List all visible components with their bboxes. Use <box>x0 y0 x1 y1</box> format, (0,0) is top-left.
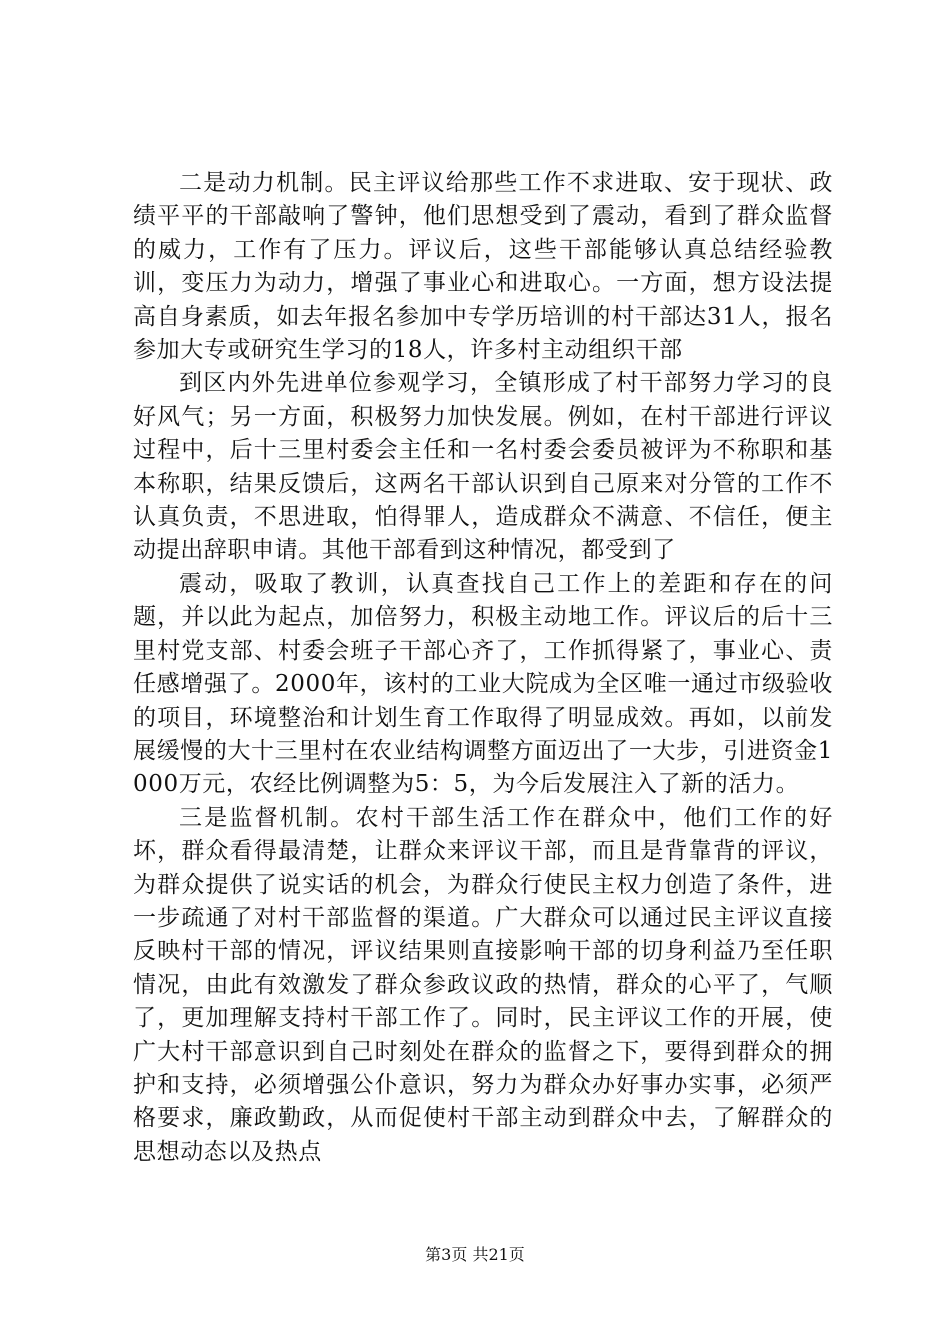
paragraph-study-and-development: 到区内外先进单位参观学习，全镇形成了村干部努力学习的良好风气；另一方面，积极努力加快发展。例如，在村干部进行评议过程中，后十三里村委会主任和一名村委会委员被评为不称职和基本称职，结果反馈后，这两名干部认识到自己原来对分管的工作不认真负责，不思进取，怕得罪人，造成群众不满意、不信任，便主动提出辞职申请。其他干部看到这种情况，都受到了 <box>133 370 833 564</box>
paragraph-supervision-mechanism: 三是监督机制。农村干部生活工作在群众中，他们工作的好坏，群众看得最清楚，让群众来评议干部，而且是背靠背的评议，为群众提供了说实话的机会，为群众行使民主权力创造了条件，进一步疏通了对村干部监督的渠道。广大群众可以通过民主评议直接反映村干部的情况，评议结果则直接影响干部的切身利益乃至任职情况，由此有效激发了群众参政议政的热情，群众的心平了，气顺了，更加理解支持村干部工作了。同时，民主评议工作的开展，使广大村干部意识到自己时刻处在群众的监督之下，要得到群众的拥护和支持，必须增强公仆意识，努力为群众办好事办实事，必须严格要求，廉政勤政，从而促使村干部主动到群众中去，了解群众的思想动态以及热点 <box>133 804 833 1165</box>
paragraph-dynamic-mechanism: 二是动力机制。民主评议给那些工作不求进取、安于现状、政绩平平的干部敲响了警钟，他们思想受到了震动，看到了群众监督的威力，工作有了压力。评议后，这些干部能够认真总结经验教训，变压力为动力，增强了事业心和进取心。一方面，想方设法提高自身素质，如去年报名参加中专学历培训的村干部达31人，报名参加大专或研究生学习的18人，许多村主动组织干部 <box>133 170 833 364</box>
page-footer <box>0 1244 950 1266</box>
page-number: 第3页 共21页 <box>425 1245 525 1264</box>
paragraph-lessons-and-results: 震动，吸取了教训，认真查找自己工作上的差距和存在的问题，并以此为起点，加倍努力，积极主动地工作。评议后的后十三里村党支部、村委会班子干部心齐了，工作抓得紧了，事业心、责任感增强了。2000年，该村的工业大院成为全区唯一通过市级验收的项目，环境整治和计划生育工作取得了明显成效。再如，以前发展缓慢的大十三里村在农业结构调整方面迈出了一大步，引进资金1000万元，农经比例调整为5：5，为今后发展注入了新的活力。 <box>133 570 833 798</box>
document-body <box>133 167 833 1169</box>
